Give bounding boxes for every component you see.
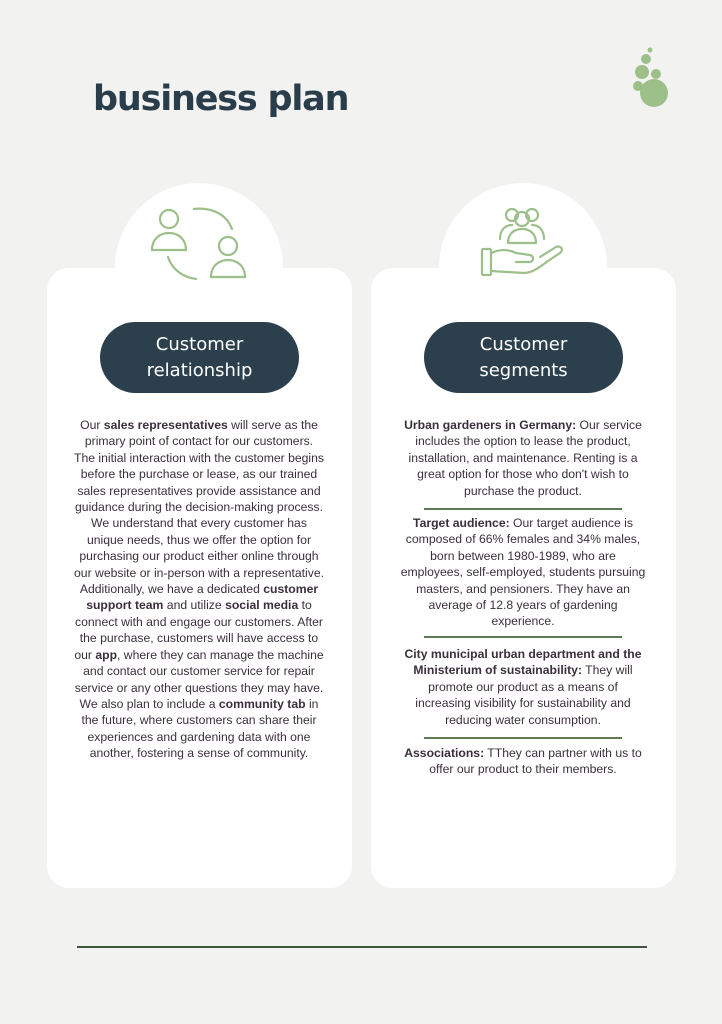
customer-relationship-heading [100,322,299,393]
heading-line: Customer [479,333,568,355]
hand-group-icon [478,205,568,281]
text-run: in the future, where customers can share their experiences and gardening data with one another, fostering a sense of community. [81,696,319,761]
text-run: Our [80,418,104,432]
divider [424,636,622,638]
segment-item [400,515,646,630]
text-run: and utilize [163,598,226,613]
segment-item [400,417,646,499]
page-title: business plan [93,79,349,119]
segment-label: Associations: [404,746,485,760]
heading-line: Customer [155,333,244,355]
bubbles-logo-icon [628,46,672,112]
highlight-term: app [95,647,118,662]
text-run: , where they can manage the machine and contact our customer service for repair service or any other questions they may have. We also plan to include a [74,647,324,711]
highlight-term: sales representatives [103,418,228,432]
segment-item [400,646,646,728]
highlight-term: social media [225,598,299,613]
segment-label: Urban gardeners in Germany: [404,418,577,432]
customer-relationship-text [74,417,324,762]
text-run: will serve as the primary point of contact for our customers. The initial interaction with the customer begins before the purchase or lease, as our trained sales representatives provide assistance and guidance during the decision-making process. We understand that every customer has unique needs, thus we offer the option for purchasing our product either online through our website or in-person with a representative. Additionally, we have a dedicated [74,418,324,597]
heading-line: segments [479,359,568,381]
text-run: to connect with and engage our customers. After the purchase, customers will have access to our [74,598,323,662]
segment-label: Target audience: [413,516,510,530]
customer-segments-heading [424,322,623,393]
highlight-term: customer support team [86,582,319,613]
divider [424,508,622,510]
divider [424,737,622,739]
heading-line: relationship [146,359,253,381]
segment-label: City municipal urban department and the Ministerium of sustainability: [404,647,642,678]
segment-text: TThey can partner with us to offer our product to their members. [429,746,642,777]
segment-text: Our service includes the option to lease the product, installation, and maintenance. Renting is a great option for those who don't wish to purchase the product. [408,418,642,498]
highlight-term: community tab [218,696,306,711]
segment-item [400,745,646,778]
segment-text: They will promote our product as a means of increasing visibility for sustainability and reducing water consumption. [415,663,633,727]
people-exchange-icon [148,205,250,281]
segment-text: Our target audience is composed of 66% females and 34% males, born between 1980-1989, who are employees, self-employed, students pursuing masters, and pensioners. They have an average of 12.8 years of gardening experience. [400,516,646,629]
footer-divider [77,946,647,948]
